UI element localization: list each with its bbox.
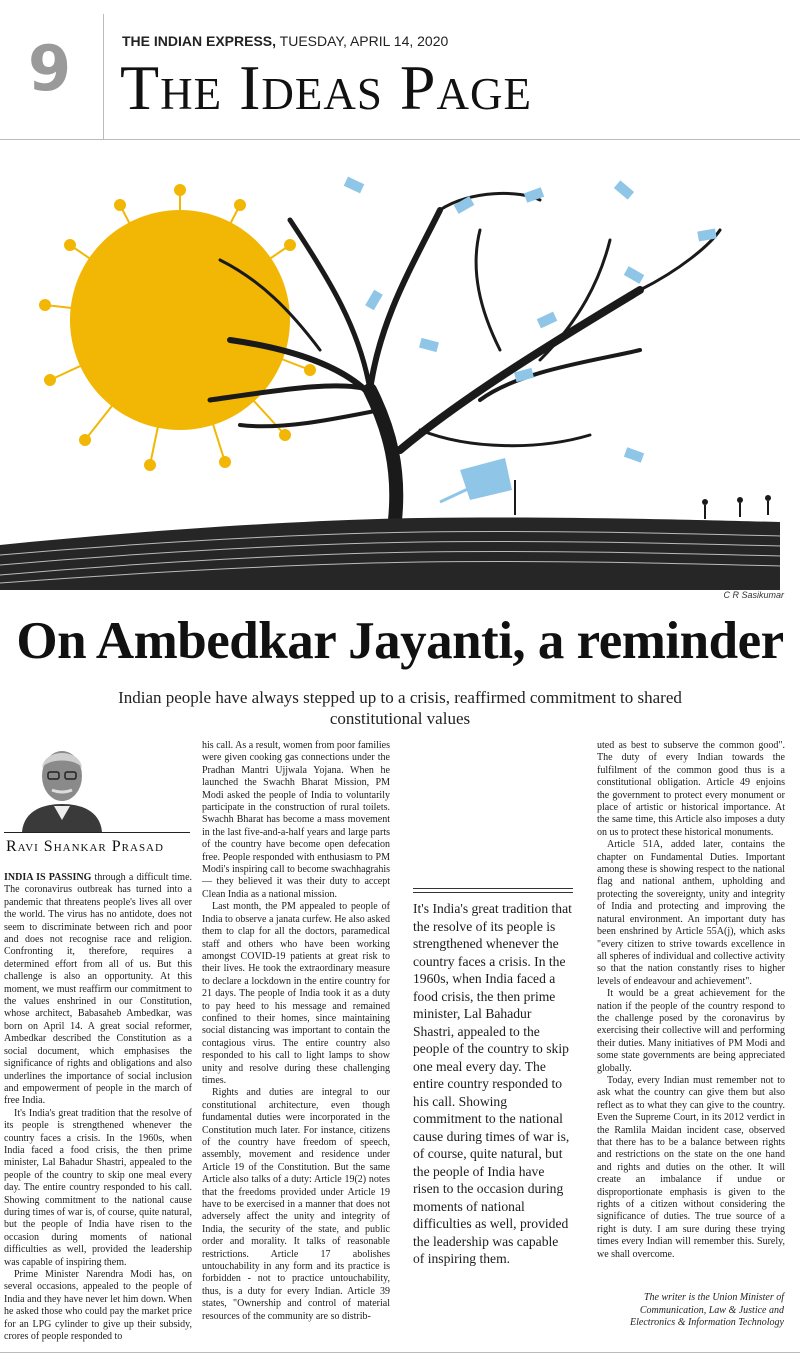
pull-quote-rule-top-2: [413, 892, 573, 893]
paragraph-10: Today, every Indian must remember not to ask what the country can give them but also reflect as to what they can give to the country. Even the Supreme Court, in its 2012 verdict in the Ramlila Maidan incident case, observed that there has to be a balance between rights and restrictions on the state on the one hand and rights and duties on the other. It will create an imbalance if undue or disproportionate emphasis is given to the rights of a citizen without considering the significance of duties. The true source of a right is duty. I am sure during these trying times every Indian will remember this. Surely, we shall overcome.: [597, 1074, 785, 1260]
article-column-2: [202, 740, 390, 1340]
illustration-credit: C R Sasikumar: [723, 590, 784, 600]
illustration: [0, 150, 800, 600]
paragraph-5: Last month, the PM appealed to people of India to observe a janata curfew. He also asked them to clap for all the doctors, paramedical staff and others who have been working amongst COVID-19 patients at great risk to their lives. He took the extraordinary measure to declare a lockdown in the entire country for 21 days. The people of India took it as a duty to pay heed to his message and remained confined to their homes, since maintaining social distancing was important to contain the contagious virus. The entire country also responded to his call to light lamps to show unity and resolve during these challenging times.: [202, 901, 390, 1086]
watering-can: [440, 458, 515, 515]
pull-quote-rule-top: [413, 888, 573, 889]
paragraph-1: INDIA IS PASSING through a difficult time. The coronavirus outbreak has turned into a pandemic that threatens people's lives all over the world. The virus has no antidote, does not seem to discriminate between rich and poor and does not recognise race and religion. Confronting it, therefore, requires a determined effort from all of us. But this challenge is also an opportunity. At this moment, we must reaffirm our commitment to the values enshrined in our Constitution, whose architect, Babasaheb Ambedkar, was born on April 14. A great social reformer, Ambedkar described the Constitution as a social document, which emphasises the significance of rights and obligations and also underlines the importance of social inclusion and empowerment of people in the march of free India.: [4, 872, 192, 1107]
paper-name: THE INDIAN EXPRESS,: [122, 33, 277, 49]
paragraph-7: uted as best to subserve the common good". The duty of every Indian towards the fulfilment of the common good thus is a constitutional obligation. Article 49 enjoins the government to protect every monument or place of artistic or historical importance. At the same time, this Article also imposes a duty on us to protect these historical monuments.: [597, 740, 785, 838]
people: [702, 495, 771, 519]
masthead-rule: [0, 139, 800, 140]
issue-date: TUESDAY, APRIL 14, 2020: [279, 33, 449, 49]
lead-in: INDIA IS PASSING: [4, 872, 92, 883]
bottom-rule: [0, 1352, 800, 1353]
headline: On Ambedkar Jayanti, a reminder: [16, 612, 784, 670]
author-photo: [14, 740, 110, 832]
article-column-1: [4, 872, 192, 1350]
dateline: [122, 33, 448, 49]
paragraph-4: his call. As a result, women from poor families were given cooking gas connections under the Pradhan Mantri Ujjwala Yojana. When he launched the Swachh Bharat Mission, PM Modi asked the people of India to voluntarily participate in the construction of rural toilets. Swachh Bharat has become a mass movement in the last five-and-a-half years and large parts of the country have become open defecation free. People responded with enthusiasm to PM Modi's inspiring call to become swachhagrahis — they believed it was their duty to accept Clean India as a national mission.: [202, 740, 390, 900]
falling-notes: [344, 177, 717, 463]
masthead: [0, 0, 800, 140]
author-byline: Ravi Shankar Prasad: [6, 838, 164, 855]
paragraph-8: Article 51A, added later, contains the chapter on Fundamental Duties. Important among these is showing respect to the national flag and national anthem, upholding and protecting the sovereignty, unity and integrity of India and protecting and improving the natural environment. An important duty has been enshrined by Article 55A(j), which asks "every citizen to strive towards excellence in all spheres of individual and collective activity so that the nation constantly rises to higher levels of endeavour and achievement".: [597, 839, 785, 987]
author-rule: [4, 832, 190, 833]
masthead-divider: [103, 14, 104, 139]
section-title: The Ideas Page: [120, 52, 532, 123]
pull-quote: It's India's great tradition that the resolve of its people is strengthened whenever the country faces a crisis. In the 1960s, when India faced a food crisis, the then prime minister, Lal Bahadur Shastri, appealed to the people of the country to skip one meal every day. The entire country responded to his call. Showing commitment to the national cause during times of war is, of course, quite natural, but the people of India have risen to the occasion during moments of national difficulties as well, provided the leadership was capable of inspiring them.: [413, 901, 572, 1266]
subhead: Indian people have always stepped up to a crisis, reaffirmed commitment to shared constitutional values: [118, 688, 682, 728]
paragraph-9: It would be a great achievement for the nation if the people of the country respond to the challenge posed by the coronavirus by exercising their collective will and performing their duties. Many initiatives of PM Modi and some state governments are being appreciated globally.: [597, 988, 785, 1074]
paragraph-3: Prime Minister Narendra Modi has, on several occasions, appealed to the people of India and they have never let him down. When he asked those who could pay the market price for an LPG cylinder to give up their subsidy, crores of people responded to: [4, 1269, 192, 1343]
ground: [0, 517, 780, 590]
author-signoff: The writer is the Union Minister of Communication, Law & Justice and Electronics & Information Technology: [630, 1292, 784, 1328]
paragraph-2: It's India's great tradition that the resolve of its people is strengthened whenever the country faces a crisis. In the 1960s, when India faced a food crisis, the then prime minister, Lal Bahadur Shastri, appealed to the people of the country to skip one meal every day. The entire country responded to his call. Showing commitment to the national cause during times of war is, of course, quite natural, but the people of India have risen to the occasion during moments of national difficulties as well, provided the leadership was capable of inspiring them.: [4, 1107, 192, 1268]
page-number: 9: [28, 32, 72, 105]
paragraph-6: Rights and duties are integral to our constitutional architecture, even though fundamental duties were incorporated in the Constitution much later. For instance, citizens of the country have freedom of speech, assembly, movement and residence under Article 19 of the Constitution. But the same Article also talks of a duty: Article 19(2) notes that the freedoms provided under Article 19 have to be exercised in a manner that does not adversely affect the unity and integrity of India, the security of the state, and public order and morality. It talks of reasonable restrictions. Article 17 abolishes untouchability in any form and its practice is forbidden - not to practice untouchability, thus, is a duty for every Indian. Article 39 states, "Ownership and control of material resources of the community are so distrib-: [202, 1087, 390, 1322]
article-column-4: [597, 740, 785, 1340]
